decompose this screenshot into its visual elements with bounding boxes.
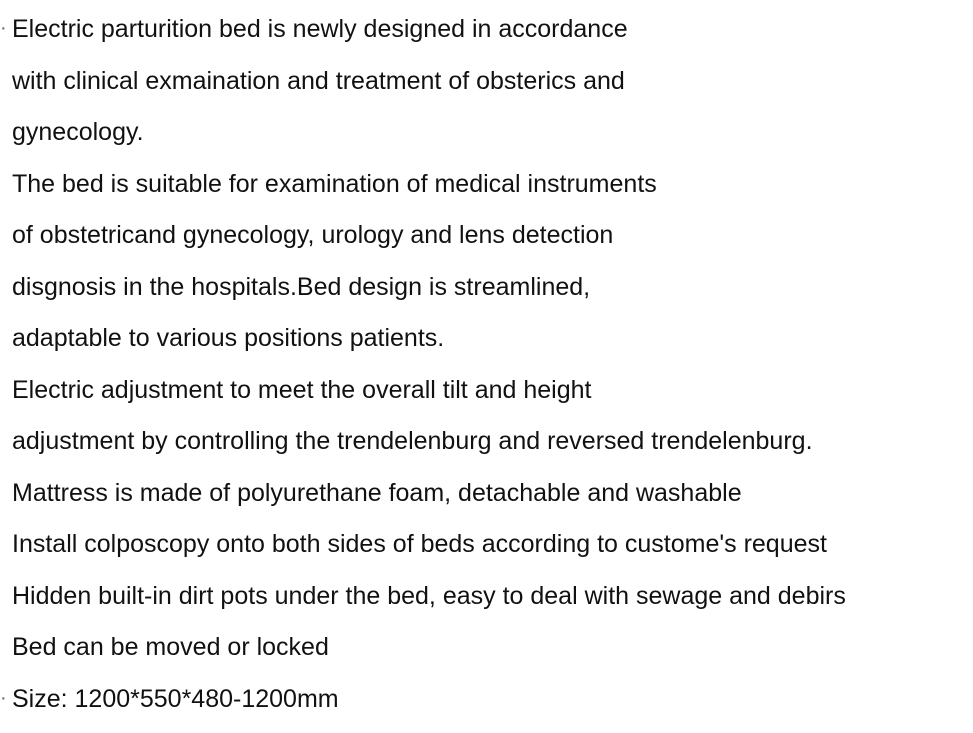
description-line: gynecology. bbox=[0, 115, 973, 167]
description-line: with clinical exmaination and treatment of obsterics and bbox=[0, 64, 973, 116]
description-line: of obstetricand gynecology, urology and lens detection bbox=[0, 218, 973, 270]
description-line: Install colposcopy onto both sides of beds according to custome's request bbox=[0, 527, 973, 579]
description-line: The bed is suitable for examination of medical instruments bbox=[0, 167, 973, 219]
description-line: · Electric parturition bed is newly designed in accordance bbox=[0, 12, 973, 64]
description-line: disgnosis in the hospitals.Bed design is streamlined, bbox=[0, 270, 973, 322]
size-line: · Size: 1200*550*480-1200mm bbox=[0, 682, 973, 733]
description-line: adaptable to various positions patients. bbox=[0, 321, 973, 373]
description-line: Bed can be moved or locked bbox=[0, 630, 973, 682]
description-line: Electric adjustment to meet the overall tilt and height bbox=[0, 373, 973, 425]
description-line: Hidden built-in dirt pots under the bed, easy to deal with sewage and debirs bbox=[0, 579, 973, 631]
description-line: adjustment by controlling the trendelenburg and reversed trendelenburg. bbox=[0, 424, 973, 476]
description-line: Mattress is made of polyurethane foam, detachable and washable bbox=[0, 476, 973, 528]
